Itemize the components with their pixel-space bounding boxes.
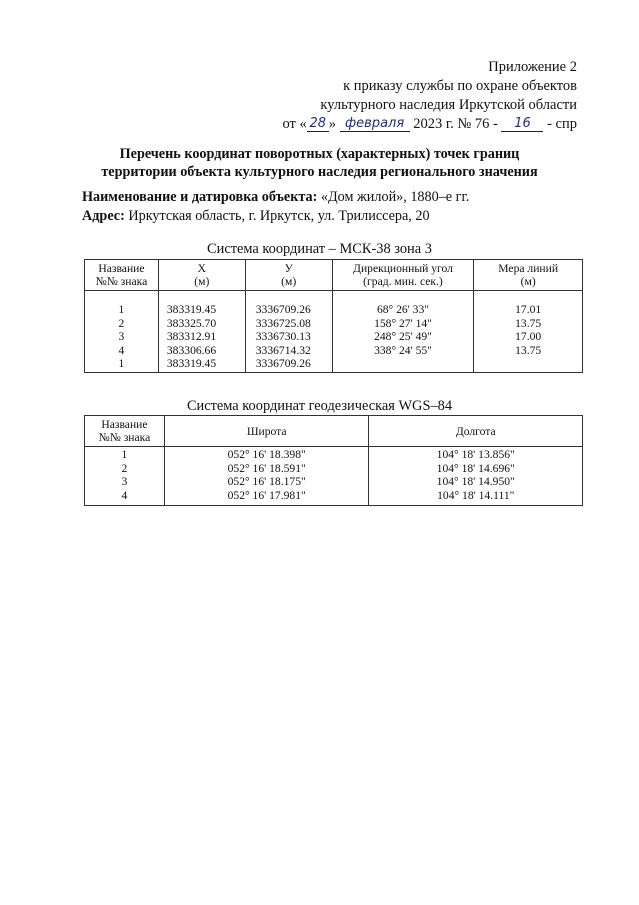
y-value: 3336714.32 (245, 344, 332, 358)
x-value: 383306.66 (158, 344, 245, 358)
handwritten-day: 28 (307, 117, 329, 132)
handwritten-month: февраля (340, 117, 410, 132)
angle-value: 248° 25' 49" (332, 330, 474, 344)
object-address-value: Иркутская область, г. Иркутск, ул. Трилиссера, 20 (124, 208, 430, 224)
x-value: 383312.91 (158, 330, 245, 344)
object-address-line (82, 207, 582, 226)
point-number: 3 (85, 330, 159, 344)
y-value: 3336709.26 (245, 357, 332, 372)
angle-value (332, 357, 474, 372)
table-row (85, 303, 583, 317)
date-year-number: 2023 г. № 76 - (409, 116, 502, 132)
x-value: 383325.70 (158, 317, 245, 331)
date-suffix: - спр (543, 116, 577, 132)
object-info (82, 188, 582, 226)
wgs-coordinates-table (84, 415, 583, 506)
angle-value: 158° 27' 14" (332, 317, 474, 331)
msk-coordinates-table (84, 259, 583, 373)
object-name-label: Наименование и датировка объекта: (82, 189, 318, 205)
object-name-value: «Дом жилой», 1880–е гг. (317, 189, 470, 205)
point-number: 1 (85, 303, 159, 317)
point-number: 1 (85, 357, 159, 372)
table-row (85, 475, 583, 489)
length-value: 17.00 (474, 330, 583, 344)
angle-value: 338° 24' 55" (332, 344, 474, 358)
latitude-value: 052° 16' 17.981" (164, 489, 369, 506)
angle-value: 68° 26' 33" (332, 303, 474, 317)
column-header-latitude: Широта (164, 416, 369, 447)
length-value: 13.75 (474, 317, 583, 331)
x-value: 383319.45 (158, 303, 245, 317)
latitude-value: 052° 16' 18.398" (164, 447, 369, 462)
point-number: 2 (85, 317, 159, 331)
msk-table-caption: Система координат – МСК-38 зона 3 (207, 241, 432, 257)
longitude-value: 104° 18' 13.856" (369, 447, 583, 462)
y-value: 3336725.08 (245, 317, 332, 331)
handwritten-order-number: 16 (501, 117, 543, 132)
table-row (85, 344, 583, 358)
object-address-label: Адрес: (82, 208, 125, 224)
table-row (85, 489, 583, 506)
order-appendix-header (217, 58, 577, 134)
table-header-row (85, 260, 583, 291)
table-header-row (85, 416, 583, 447)
longitude-value: 104° 18' 14.696" (369, 462, 583, 476)
table-row (85, 462, 583, 476)
latitude-value: 052° 16' 18.591" (164, 462, 369, 476)
table-row (85, 330, 583, 344)
date-mid: » (328, 116, 340, 132)
column-header-point: Название №№ знака (85, 260, 159, 291)
point-number: 4 (85, 344, 159, 358)
length-value: 17.01 (474, 303, 583, 317)
point-number: 2 (85, 462, 165, 476)
order-date-line (217, 115, 577, 134)
document-title (0, 145, 639, 181)
wgs-table-caption: Система координат геодезическая WGS–84 (186, 398, 453, 414)
y-value: 3336730.13 (245, 330, 332, 344)
table-row (85, 447, 583, 462)
title-line-2: территории объекта культурного наследия регионального значения (101, 164, 538, 180)
point-number: 1 (85, 447, 165, 462)
column-header-point: Название №№ знака (85, 416, 165, 447)
latitude-value: 052° 16' 18.175" (164, 475, 369, 489)
column-header-x: X (м) (158, 260, 245, 291)
column-header-longitude: Долгота (369, 416, 583, 447)
length-value: 13.75 (474, 344, 583, 358)
date-prefix: от « (282, 116, 307, 132)
object-name-line (82, 188, 582, 207)
table-row (85, 317, 583, 331)
order-reference-line: к приказу службы по охране объектов (343, 78, 577, 94)
x-value: 383319.45 (158, 357, 245, 372)
longitude-value: 104° 18' 14.111" (369, 489, 583, 506)
longitude-value: 104° 18' 14.950" (369, 475, 583, 489)
point-number: 4 (85, 489, 165, 506)
length-value (474, 357, 583, 372)
column-header-length: Мера линий (м) (474, 260, 583, 291)
appendix-label: Приложение 2 (488, 59, 577, 75)
column-header-angle: Дирекционный угол (град. мин. сек.) (332, 260, 474, 291)
column-header-y: У (м) (245, 260, 332, 291)
table-row (85, 357, 583, 372)
order-agency-line: культурного наследия Иркутской области (320, 97, 577, 113)
point-number: 3 (85, 475, 165, 489)
title-line-1: Перечень координат поворотных (характерных) точек границ (119, 146, 520, 162)
y-value: 3336709.26 (245, 303, 332, 317)
